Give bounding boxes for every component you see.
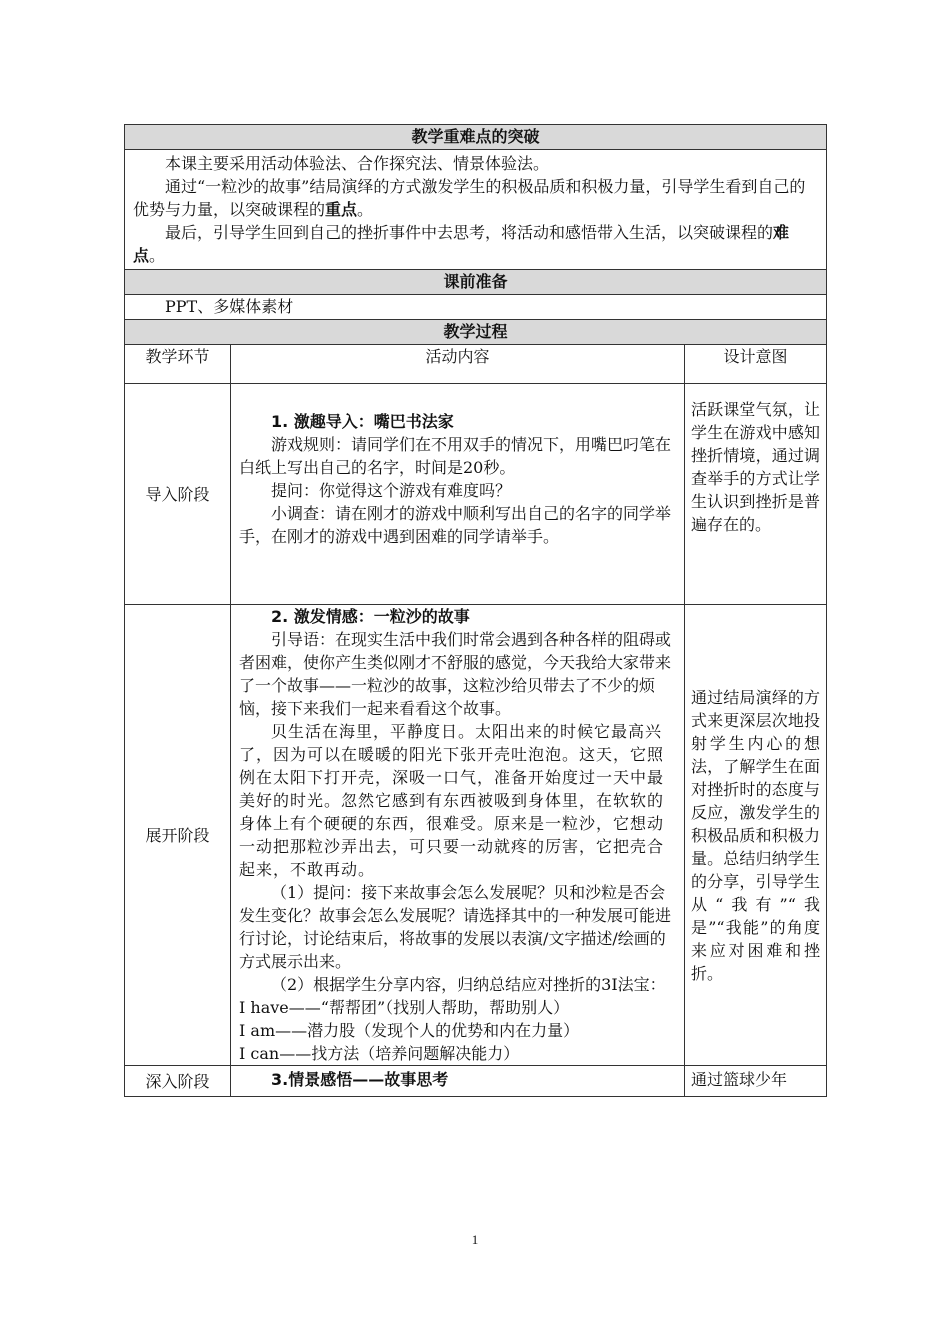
prep-body-row [125, 295, 827, 320]
intro-heading: 1. 激趣导入：嘴巴书法家 [271, 412, 454, 431]
breakthrough-title: 教学重难点的突破 [125, 125, 827, 150]
table-row-intro [125, 384, 827, 605]
intro-rules: 游戏规则：请同学们在不用双手的情况下，用嘴巴叼笔在白纸上写出自己的名字，时间是20秒。 [239, 435, 672, 477]
develop-story: 贝生活在海里，平静度日。太阳出来的时候它最高兴了，因为可以在暖暖的阳光下张开壳吐泡泡。这天，它照例在太阳下打开壳，深吸一口气，准备开始度过一天中最美好的时光。忽然它感到有东西被吸到身体里，在软软的身体上有个硬硬的东西，很难受。原来是一粒沙，它想动一动把那粒沙弄出去，可只要一动就疼的厉害，它把壳合起来，不敢再动。 [239, 722, 665, 879]
process-column-headers [125, 345, 827, 384]
prep-text: PPT、多媒体素材 [165, 297, 294, 316]
develop-question-2: （2）根据学生分享内容，归纳总结应对挫折的3I法宝： [271, 975, 666, 994]
stage-deepen: 深入阶段 [125, 1066, 231, 1097]
stage-develop: 展开阶段 [125, 605, 231, 1066]
breakthrough-header-row [125, 125, 827, 150]
breakthrough-body-row [125, 150, 827, 270]
prep-title: 课前准备 [125, 270, 827, 295]
table-row-deepen [125, 1066, 827, 1097]
column-header-stage: 教学环节 [125, 345, 231, 384]
page-number: 1 [471, 1232, 479, 1247]
breakthrough-paragraph-1: 本课主要采用活动体验法、合作探究法、情景体验法。 [165, 154, 550, 173]
intent-intro: 活跃课堂气氛，让学生在游戏中感知挫折情境，通过调查举手的方式让学生认识到挫折是普遍存在的。 [685, 384, 827, 605]
difficulty-emphasis: 难点 [133, 223, 790, 265]
process-header-row [125, 320, 827, 345]
intro-survey: 小调查：请在刚才的游戏中顺利写出自己的名字的同学举手，在刚才的游戏中遇到困难的同学请举手。 [239, 504, 672, 546]
prep-header-row [125, 270, 827, 295]
process-title: 教学过程 [125, 320, 827, 345]
column-header-activity: 活动内容 [231, 345, 685, 384]
develop-i-have: I have——“帮帮团”（找别人帮助，帮助别人） [239, 998, 570, 1017]
stage-intro: 导入阶段 [125, 384, 231, 605]
key-point-emphasis: 重点 [325, 200, 358, 219]
breakthrough-paragraph-2: 通过“一粒沙的故事”结局演绎的方式激发学生的积极品质和积极力量，引导学生看到自己的优势与力量，以突破课程的重点。 [133, 177, 806, 219]
develop-i-am: I am——潜力股（发现个人的优势和内在力量） [239, 1021, 580, 1040]
intent-deepen: 通过篮球少年 [685, 1066, 827, 1097]
intent-develop: 通过结局演绎的方式来更深层次地投射学生内心的想法，了解学生在面对挫折时的态度与反应，激发学生的积极品质和积极力量。总结归纳学生的分享，引导学生从“我有”“我是”“我能”的角度来应对困难和挫折。 [685, 605, 827, 1066]
develop-question-1: （1）提问：接下来故事会怎么发展呢？贝和沙粒是否会发生变化？故事会怎么发展呢？请选择其中的一种发展可能进行讨论，讨论结束后，将故事的发展以表演/文字描述/绘画的方式展示出来。 [239, 883, 672, 971]
intro-question: 提问：你觉得这个游戏有难度吗？ [271, 481, 512, 500]
develop-guide: 引导语：在现实生活中我们时常会遇到各种各样的阻碍或者困难，使你产生类似刚才不舒服的感觉，今天我给大家带来了一个故事——一粒沙的故事，这粒沙给贝带去了不少的烦恼，接下来我们一起来看看这个故事。 [239, 630, 672, 718]
develop-heading: 2. 激发情感：一粒沙的故事 [271, 607, 470, 626]
breakthrough-paragraph-3: 最后，引导学生回到自己的挫折事件中去思考，将活动和感悟带入生活，以突破课程的难点。 [133, 223, 790, 265]
column-header-intent: 设计意图 [685, 345, 827, 384]
deepen-heading: 3.情景感悟——故事思考 [271, 1070, 449, 1089]
develop-i-can: I can——找方法（培养问题解决能力） [239, 1044, 520, 1063]
lesson-plan-table [124, 124, 827, 1097]
table-row-develop [125, 605, 827, 1066]
